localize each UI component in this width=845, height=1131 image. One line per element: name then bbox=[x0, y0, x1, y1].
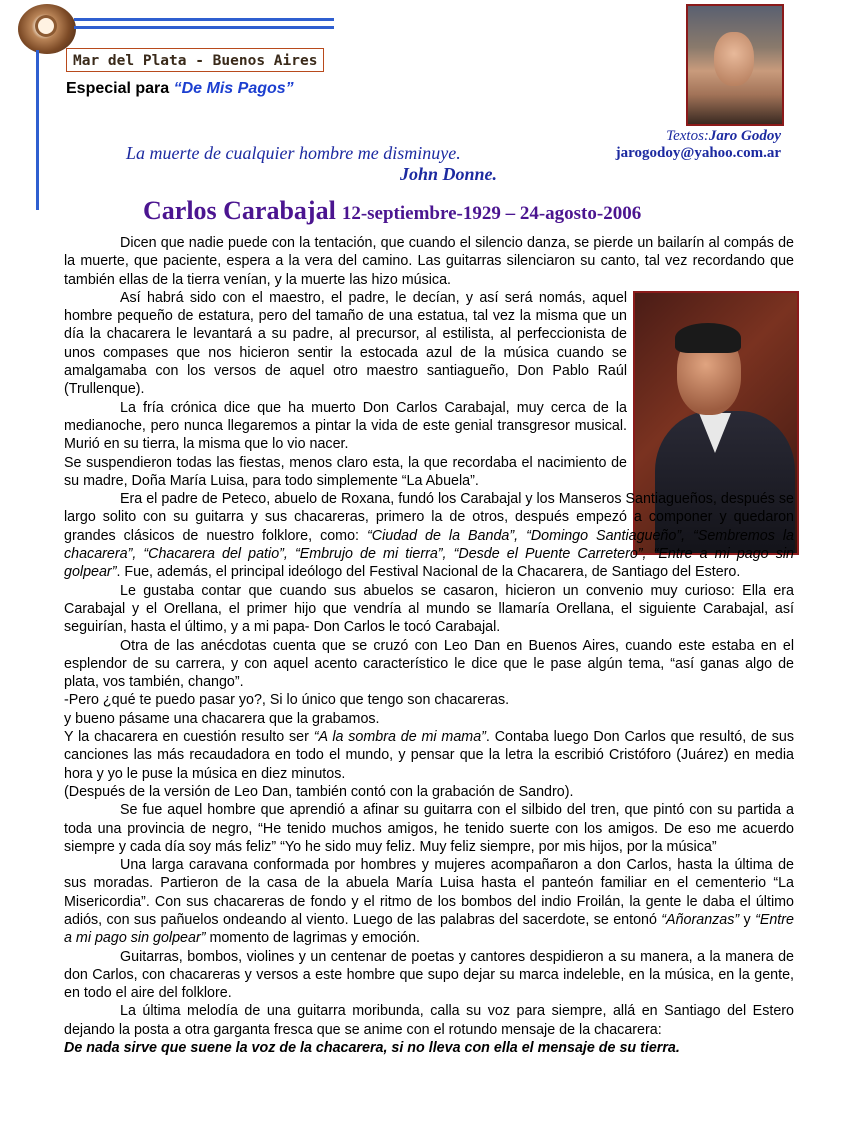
left-rule bbox=[36, 50, 39, 210]
article-title-name: Carlos Carabajal bbox=[143, 196, 336, 225]
paragraph: Era el padre de Peteco, abuelo de Roxana, fundó los Carabajal y los Manseros Santiagueños, después se largo solito con su guitarra y sus chacareras, primero la de otros, después empezó a componer y quedaron grandes clásicos de nuestro folklore, como: “Ciudad de la Banda”, “Domingo Santiagueño”, “Sembremos la chacarera”, “Chacarera del patio”, “Embrujo de mi tierra”, “Desde el Puente Carretero”, “Entre a mi pago sin golpear”. Fue, además, el principal ideólogo del Festival Nacional de la Chacarera, de Santiago del Estero. bbox=[64, 491, 794, 581]
special-for bbox=[66, 80, 294, 98]
paragraph: (Después de la versión de Leo Dan, también contó con la grabación de Sandro). bbox=[64, 783, 574, 800]
paragraph: Así habrá sido con el maestro, el padre, le decían, y así será nomás, aquel hombre pequeño de estatura, pero del tamaño de una estatua, tal vez la misma que un día la chacarera le levantará a su padre, al precursor, al estilista, al perfeccionista de unos compases que nos hicieron sentir la estocada azul de la música cuando se amalgamaba con los versos de aquel otro maestro santiagueño, Don Pablo Raúl (Trullenque). bbox=[64, 289, 627, 398]
author-email[interactable]: jarogodoy@yahoo.com.ar bbox=[615, 145, 781, 161]
texts-label: Textos: bbox=[666, 128, 709, 144]
special-prefix: Especial para bbox=[66, 80, 174, 97]
author-photo bbox=[686, 4, 784, 126]
closing-line: De nada sirve que suene la voz de la chacarera, si no lleva con ella el mensaje de su tierra. bbox=[64, 1040, 680, 1057]
publication-logo bbox=[18, 4, 76, 54]
paragraph: Una larga caravana conformada por hombres y mujeres acompañaron a don Carlos, hasta la última de sus moradas. Partieron de la casa de la abuela María Luisa hasta el panteón familiar en el cementerio “La Misericordia”. Con sus chacareras de fondo y el ritmo de los bombos del indio Froilán, la gente le daba el último adiós, con sus pañuelos ondeando al viento. Luego de las palabras del sacerdote, se entonó “Añoranzas” y “Entre a mi pago sin golpear” momento de lagrimas y emoción. bbox=[64, 857, 794, 947]
paragraph: -Pero ¿qué te puedo pasar yo?, Si lo único que tengo son chacareras. bbox=[64, 692, 510, 709]
article-dates: 12-septiembre-1929 – 24-agosto-2006 bbox=[341, 203, 642, 224]
paragraph: La fría crónica dice que ha muerto Don Carlos Carabajal, muy cerca de la medianoche, pero nunca llegaremos a pintar la vida de este genial transgresor musical. Murió en su tierra, la misma que lo vio nacer. bbox=[64, 399, 627, 453]
paragraph: Guitarras, bombos, violines y un centenar de poetas y cantores despidieron a su manera, a la manera de don Carlos, con chacareras y versos a este hombre que supo dejar su marca indeleble, en la música, en la gente, en todo el aire del folklore. bbox=[64, 948, 794, 1002]
paragraph: Le gustaba contar que cuando sus abuelos se casaron, hicieron un convenio muy curioso: Ella era Carabajal y el Orellana, el primer hijo que vendría al mundo se llamaría Orellana, el siguiente Carabajal, así seguirían, hasta el último, y a mi papa- Don Carlos le tocó Carabajal. bbox=[64, 582, 794, 636]
narrow-column bbox=[64, 289, 627, 490]
author-name: Jaro Godoy bbox=[708, 128, 781, 144]
location-box: Mar del Plata - Buenos Aires bbox=[66, 48, 324, 72]
paragraph: Se suspendieron todas las fiestas, menos claro esta, la que recordaba el nacimiento de su madre, Doña María Luisa, para todo simplemente “La Abuela”. bbox=[64, 454, 627, 489]
article-title bbox=[143, 196, 641, 226]
publication-name: “De Mis Pagos” bbox=[173, 80, 294, 97]
paragraph: Dicen que nadie puede con la tentación, que cuando el silencio danza, se pierde un bailarín al compás de la muerte, que paciente, espera a la vera del camino. Las guitarras silenciaron su canto, tal vez recordando que también ellas de la tierra venían, y la muerte las hizo música. bbox=[64, 235, 794, 288]
epigraph-author: John Donne. bbox=[400, 164, 498, 184]
paragraph: La última melodía de una guitarra moribunda, calla su voz para siempre, allá en Santiago del Estero dejando la posta a otra garganta fresca que se anime con el rotundo mensaje de la chacarera: bbox=[64, 1003, 794, 1038]
author-credit bbox=[616, 128, 781, 162]
header-rule-top bbox=[74, 18, 334, 21]
paragraph: Y la chacarera en cuestión resulto ser “A la sombra de mi mama”. Contaba luego Don Carlos que resultó, de sus canciones las más recaudadora en todo el mundo, y pensar que la letra la escribió Cristóforo (Juárez) en media hora y yo le puse la música en diez minutos. bbox=[64, 729, 794, 782]
paragraph: y bueno pásame una chacarera que la grabamos. bbox=[64, 710, 380, 727]
paragraph: Otra de las anécdotas cuenta que se cruzó con Leo Dan en Buenos Aires, cuando este estaba en el esplendor de su carrera, y con aquel acento característico le dice que le pase algún tema, “así ganas algo de plata, vos también, chango”. bbox=[64, 637, 794, 691]
header-rule-bottom bbox=[74, 26, 334, 29]
paragraph: Se fue aquel hombre que aprendió a afinar su guitarra con el silbido del tren, que pintó con su partida a toda una provincia de negro, “He tenido muchos amigos, he tenido suerte con los amigos. De eso me acuerdo siempre y cada día soy más feliz” “Yo he sido muy feliz. Muy feliz siempre, por mis hijos, por la música” bbox=[64, 802, 794, 855]
epigraph-quote: La muerte de cualquier hombre me disminuye. bbox=[126, 143, 461, 163]
article-body bbox=[64, 234, 794, 1057]
